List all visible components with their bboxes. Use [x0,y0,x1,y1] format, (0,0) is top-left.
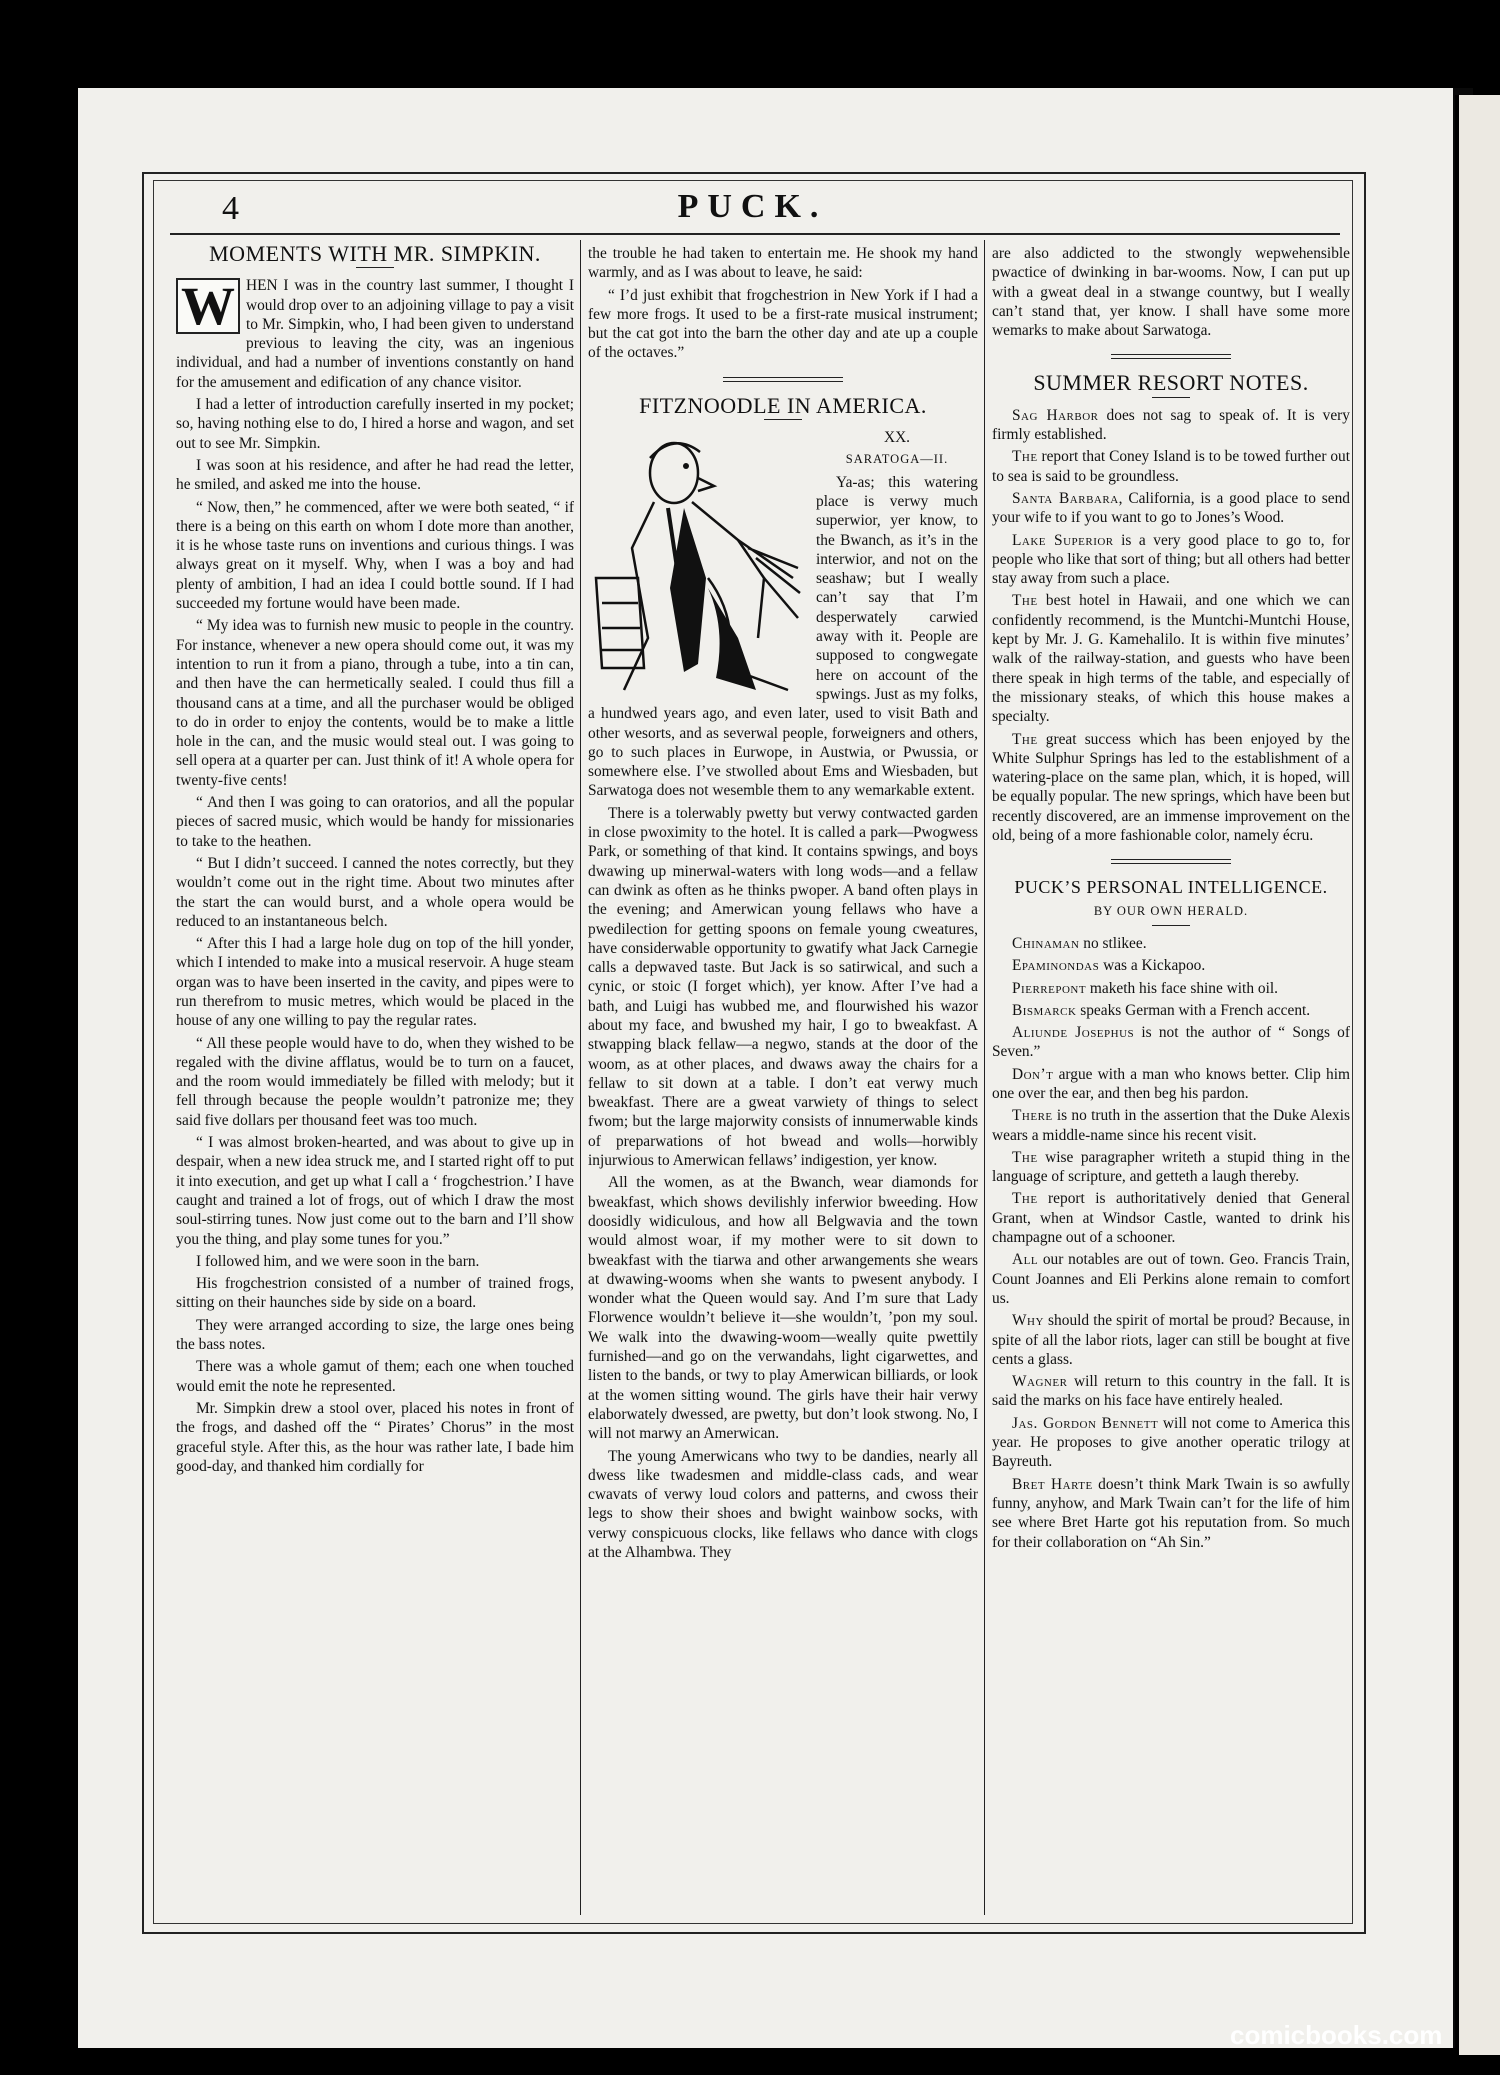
note-item [992,979,1350,998]
column-2 [588,244,978,1912]
note-lead: Epaminondas [1012,957,1100,975]
dropcap-letter: W [181,276,235,337]
note-text: should the spirit of mortal be proud? Because, in spite of all the labor riots, lager can still be bought at five cents a glass. [992,1312,1350,1368]
note-text: speaks German with a French accent. [1076,1001,1311,1019]
note-item [992,1023,1350,1062]
note-item [992,1148,1350,1187]
article-paragraph: “ I’d just exhibit that frogchestrion in New York if I had a few more frogs. It used to be a first-rate musical instrument; but the cat got into the barn the other day and ate up a couple of the octaves.” [588,286,978,362]
note-lead: Jas. Gordon Bennett [1012,1414,1159,1432]
column-rule [984,240,985,1915]
note-text: our notables are out of town. Geo. Francis Train, Count Joannes and Eli Perkins alone remain to comfort us. [992,1251,1350,1307]
article-paragraph: I had a letter of introduction carefully inserted in my pocket; so, having nothing else to do, I hired a horse and wagon, and set out to see Mr. Simpkin. [176,396,574,452]
article-title: FITZNOODLE IN AMERICA. [639,392,927,418]
note-lead: Bret Harte [1012,1475,1093,1493]
note-item [992,1414,1350,1472]
section-title: PUCK’S PERSONAL INTELLIGENCE. [1014,877,1328,898]
article-paragraph: Ya-as; this watering place is verwy much superwior, yer know, to the Bwanch, as it’s in the interwior, and not on the seashaw; but I weally can’t say that I’m desperwately carwied away with it. People are supposed to congwegate here on account of the spwings. Just as my folks, a hundwed years ago, and even later, used to visit Bath and other wesorts, and as severwal people, forweigners and others, go to such places in Eurwope, in Austwia, or Pwussia, or somewhere else. I’ve stwolled about Ems and Wiesbaden, but Sarwatoga does not wesemble them to any wemarkable extent. [588,473,978,800]
article-paragraph: His frogchestrion consisted of a number of trained frogs, sitting on their haunches side by side on a board. [176,1275,574,1312]
article-paragraph: Mr. Simpkin drew a stool over, placed his notes in front of the frogs, and dashed off the “ Pirates’ Chorus” in the most graceful style. After this, as the hour was rather late, I bade him good-day, and thanked him cordially for [176,1399,574,1475]
article-title: MOMENTS WITH MR. SIMPKIN. [209,244,541,266]
dropcap [176,276,240,337]
section-divider [723,377,843,382]
note-item [992,1189,1350,1247]
title-rule [764,419,802,420]
note-text: is no truth in the assertion that the Duke Alexis wears a middle-name since his recent visit. [992,1107,1350,1144]
note-lead: Bismarck [1012,1001,1077,1019]
note-lead: Lake Superior [1012,531,1114,549]
note-lead: Wagner [1012,1373,1068,1391]
note-text: wise paragrapher writeth a stupid thing in the language of scripture, and getteth a laugh thereby. [992,1148,1350,1186]
note-item [992,934,1350,953]
article-paragraph: “ I was almost broken-hearted, and was about to give up in despair, when a new idea struck me, and I started right off to put it into execution, and get up what I call a ‘ frogchestrion.’ I have caught and trained a lot of frogs, out of which I draw the most soul-stirring tunes. Now just come out to the barn and I’ll show you the thing, and play some tunes for you.” [176,1134,574,1248]
note-lead: The [1012,1190,1038,1208]
column-3 [992,244,1350,1912]
title-rule [1152,925,1190,926]
note-text: will return to this country in the fall. It is said the marks on his face have entirely healed. [992,1373,1350,1410]
note-lead: The [1012,592,1038,610]
section-divider [1111,859,1231,864]
article-paragraph: “ Now, then,” he commenced, after we were both seated, “ if there is a being on this earth on whom I dote more than another, it is he whose taste runs on inventions and curious things. I was always great on it myself. Why, when I was a boy and had plenty of ambition, I had an idea I could bottle sound. If I had succeeded my fortune would have been made. [176,498,574,613]
masthead: PUCK. [677,188,828,225]
note-lead: All [1012,1251,1039,1269]
resort-notes-list [992,406,1350,846]
note-text: maketh his face shine with oil. [1086,979,1278,997]
fitznoodle-illustration [588,428,810,696]
note-lead: Aliunde Josephus [1012,1024,1135,1042]
title-rule [1152,397,1190,398]
article-paragraph [176,276,574,392]
article-paragraph: I was soon at his residence, and after he had read the letter, he smiled, and asked me into the house. [176,456,574,494]
note-lead: The [1012,730,1038,748]
note-text: , California, is a good place to send your wife to if you want to go to Jones’s Wood. [992,489,1350,527]
note-lead: Why [1012,1312,1044,1330]
article-paragraph: “ After this I had a large hole dug on top of the hill yonder, which I intended to make into a musical reservoir. A huge steam organ was to have been inserted in the cavity, and pipes were to run therefrom to music metres, which would be placed in the house of any one willing to pay the regular rates. [176,935,574,1030]
note-lead: The [1012,1148,1038,1166]
note-text: doesn’t think Mark Twain is so awfully funny, anyhow, and Mark Twain can’t for the life of him see where Bret Harte got his reputation from. So much for their collaboration on “Ah Sin.” [992,1475,1350,1551]
note-lead: Sag Harbor [1012,406,1099,424]
byline: BY OUR OWN HERALD. [1093,903,1249,918]
note-text: will not come to America this year. He proposes to give another operatic trilogy at Bayreuth. [992,1414,1350,1471]
page-number: 4 [222,190,239,227]
article-paragraph: There was a whole gamut of them; each one when touched would emit the note he represented. [176,1358,574,1395]
note-item [992,447,1350,486]
note-item [992,1250,1350,1308]
note-text: report is authoritatively denied that General Grant, when at Windsor Castle, wanted to drink his champagne out of a schooner. [992,1190,1350,1247]
article-paragraph: The young Amerwicans who twy to be dandies, nearly all dwess like twadesmen and middle-class cads, and wear cwavats of verwy loud colors and patterns, and cwoss their legs to show their shoes and bwight wainbow socks, with verwy conspicuous clocks, like fellaws who dance with clogs at the Alhambwa. They [588,1447,978,1561]
next-page-edge [1455,95,1500,2055]
note-item [992,730,1350,846]
note-lead: There [1012,1107,1053,1125]
note-lead: Santa Barbara [1012,489,1119,507]
note-item [992,1372,1350,1411]
note-text: argue with a man who knows better. Clip him one over the ear, and then beg his pardon. [992,1065,1350,1102]
note-lead: Chinaman [1012,934,1080,952]
note-text: best hotel in Hawaii, and one which we can confidently recommend, is the Muntchi-Muntchi House, kept by Mr. J. G. Kamehalilo. It is within five minutes’ walk of the railway-station, and guests who have been there speak in high terms of the table, and especially of the missionary steaks, of which this house makes a specialty. [992,592,1350,726]
note-text: is a very good place to go to, for people who like that sort of thing; but all others had better stay away from such a place. [992,531,1350,588]
note-lead: The [1012,448,1038,466]
article-paragraph: I followed him, and we were soon in the barn. [196,1252,480,1270]
note-item [992,531,1350,589]
section-title: SUMMER RESORT NOTES. [1033,370,1309,396]
note-text: does not sag to speak of. It is very firmly established. [992,406,1350,444]
title-rule [356,267,394,268]
note-lead: Don’t [1012,1065,1054,1083]
note-text: was a Kickapoo. [1099,957,1206,975]
page-header [160,190,1345,230]
note-item [992,1106,1350,1145]
article-paragraph: “ All these people would have to do, when they wished to be regaled with the divine afflatus, would be to turn on a faucet, and the room would immediately be filled with melody; but it fell through because the people wouldn’t patronize me; they said five dollars per thousand feet was too much. [176,1034,574,1129]
note-text: great success which has been enjoyed by the White Sulphur Springs has led to the establishment of a watering-place on the same plan, which, it is hoped, will be equally popular. The new springs, which have been but recently discovered, are an immense improvement on the old, being of a more fashionable color, namely écru. [992,730,1350,845]
note-item [992,956,1350,975]
header-rule [170,233,1340,235]
chapter-number: XX. [883,429,911,447]
article-paragraph: are also addicted to the stwongly wepwehensible pwactice of dwinking in bar-wooms. Now, I can put up with a gweat deal in a stwange countwy, but I weally can’t stand that, yer know. I shall have some more wemarks to make about Sarwatoga. [992,245,1350,340]
article-paragraph: “ And then I was going to can oratorios, and all the popular pieces of sacred music, which would be handy for missionaries to take to the heathen. [176,794,574,850]
article-paragraph: “ But I didn’t succeed. I canned the notes correctly, but they wouldn’t come out in the right time. About two minutes after the start the can would burst, and a whole opera would be reduced to an instantaneous belch. [176,854,574,930]
note-item [992,489,1350,528]
note-text: report that Coney Island is to be towed further out to sea is said to be groundless. [992,448,1350,485]
article-paragraph: All the women, as at the Bwanch, wear diamonds for bweakfast, which shows devilishly inferwior bweeding. How doosidly widiculous, and how all Belgwavia and the town would almost woar, if my mother were to sit down to bweakfast with the tiarwa and other arwangements she wears at dwawing-wooms when she wants to pwesent anybody. I wonder what the Queen would say. And I’m sure that Lady Florwence wouldn’t believe it—she wouldn’t, ’pon my soul. We walk into the dwawing-woom—weally quite pwettily furnished—and go on the verwandahs, light cigarwettes, and listen to the bands, or twy to play Amerwican billiards, or look at the women sitting wound. The girls have their hair verwy elaborwately dwessed, are pwetty, but don’t look stwong. No, I will not marwy an Amerwican. [588,1174,978,1443]
column-1 [176,244,574,1912]
note-lead: Pierrepont [1012,979,1087,997]
article-paragraph: They were arranged according to size, the large ones being the bass notes. [176,1316,574,1354]
note-text: is not the author of “ Songs of Seven.” [992,1024,1350,1061]
note-item [992,1065,1350,1104]
note-item [992,1001,1350,1020]
column-rule [580,240,581,1915]
paragraph-text: HEN I was in the country last summer, I thought I would drop over to an adjoining village to pay a visit to Mr. Simpkin, who, I had been given to understand previous to leaving the city, was an ingenious individual, and had a number of inventions constantly on hand for the amusement and edification of any chance visitor. [176,277,574,391]
section-divider [1111,354,1231,359]
note-item [992,1475,1350,1552]
chapter-subtitle: SARATOGA—II. [845,452,949,467]
watermark: comicbooks.com [1230,2020,1443,2050]
note-text: no stlikee. [1079,934,1147,952]
note-item [992,1311,1350,1369]
article-paragraph: the trouble he had taken to entertain me. He shook my hand warmly, and as I was about to leave, he said: [588,245,978,282]
note-item [992,406,1350,445]
personal-notes-list [992,934,1350,1552]
article-paragraph: There is a tolerwably pwetty but verwy contwacted garden in close pwoximity to the hotel. It is called a park—Pwogwess Park, or something of that kind. It contains spwings, and boys dwawing up minerwal-waters with long wods—and a fellaw can dwink as often as he thinks pwoper. A band often plays in the evening; and Amerwican young fellaws who have a pwedilection for getting spoons on female young cweatures, have considerwable opportunity to gwatify what Jack Carnegie calls a depwaved taste. But Jack is so satirwical, and such a cynic, or stoic (I forget which), yer know. After I’ve had a bath, and Luigi has wubbed me, and flourwished his wazor about my face, and bwushed my hair, I go to bweakfast. A stwapping black fellaw—a negwo, stands at the door of the woom, as at other places, and dwaws away the chairs for a fellaw to sit down at a table. I don’t eat verwy much bweakfast. There are a gweat varwiety of things to select fwom; but the large majorwity consists of innumerwable kinds of preparwations of hot bwead and wolls—horwibly injurwious to Amerwican fellaws’ indigestion, yer know. [588,804,978,1170]
note-item [992,591,1350,726]
article-paragraph: “ My idea was to furnish new music to people in the country. For instance, whenever a new opera should come out, it was my intention to run it from a piano, through a tube, into a tin can, and then have the can hermetically sealed. I could thus fill a thousand cans at a time, and all the purchaser would be obliged to do in order to enjoy the contents, would be to make a little hole in the can, and the music would steal out. I was going to sell opera at a quarter per can. Just think of it! A whole opera for twenty-five cents! [176,617,574,789]
